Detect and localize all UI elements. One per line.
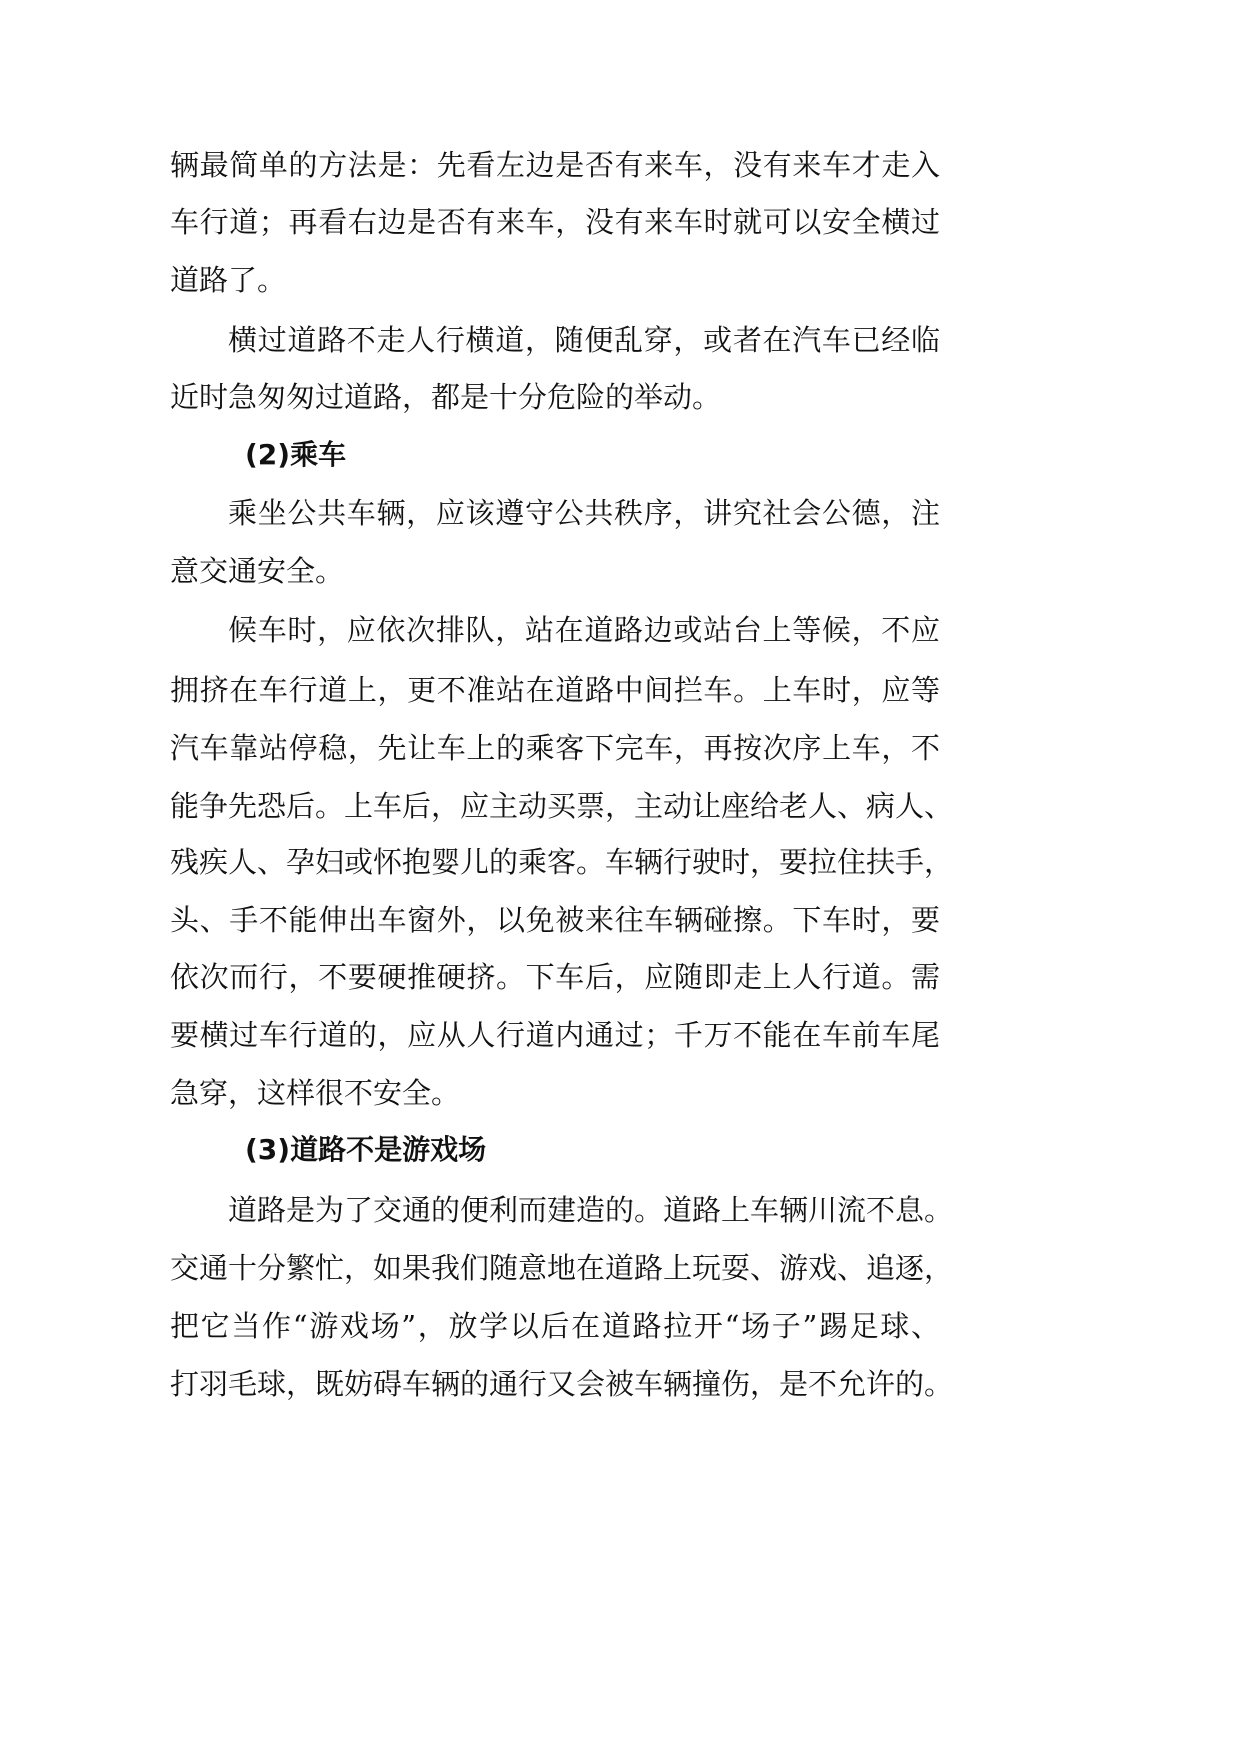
text-line: 头、手不能伸出车窗外，以免被来往车辆碰擦。下车时，要 [170, 903, 940, 937]
text-line: 急穿，这样很不安全。 [170, 1076, 461, 1110]
text-line: 打羽毛球，既妨碍车辆的通行又会被车辆撞伤，是不允许的。 [170, 1367, 954, 1401]
section-heading: (2)乘车 [245, 438, 347, 471]
text-line: 要横过车行道的，应从人行道内通过；千万不能在车前车尾 [170, 1018, 940, 1052]
text-line: 道路了。 [170, 263, 287, 297]
text-line: 交通十分繁忙，如果我们随意地在道路上玩耍、游戏、追逐， [170, 1251, 954, 1285]
text-line: 道路是为了交通的便利而建造的。道路上车辆川流不息。 [228, 1193, 954, 1227]
text-line: 残疾人、孕妇或怀抱婴儿的乘客。车辆行驶时，要拉住扶手， [170, 845, 954, 879]
text-line: 横过道路不走人行横道，随便乱穿，或者在汽车已经临 [228, 323, 940, 357]
text-line: 汽车靠站停稳，先让车上的乘客下完车，再按次序上车，不 [170, 731, 940, 765]
text-line: 拥挤在车行道上，更不准站在道路中间拦车。上车时，应等 [170, 673, 940, 707]
text-line: 意交通安全。 [170, 554, 345, 588]
text-line: 车行道；再看右边是否有来车，没有来车时就可以安全横过 [170, 205, 940, 239]
text-line: 能争先恐后。上车后，应主动买票，主动让座给老人、病人、 [170, 789, 954, 823]
text-line: 候车时，应依次排队，站在道路边或站台上等候，不应 [228, 613, 940, 647]
text-line: 把它当作“游戏场”，放学以后在道路拉开“场子”踢足球、 [170, 1309, 940, 1343]
text-line: 辆最简单的方法是：先看左边是否有来车，没有来车才走入 [170, 148, 940, 182]
text-line: 近时急匆匆过道路，都是十分危险的举动。 [170, 380, 722, 414]
text-line: 乘坐公共车辆，应该遵守公共秩序，讲究社会公德，注 [228, 496, 940, 530]
section-heading: (3)道路不是游戏场 [245, 1133, 487, 1166]
text-line: 依次而行，不要硬推硬挤。下车后，应随即走上人行道。需 [170, 960, 940, 994]
